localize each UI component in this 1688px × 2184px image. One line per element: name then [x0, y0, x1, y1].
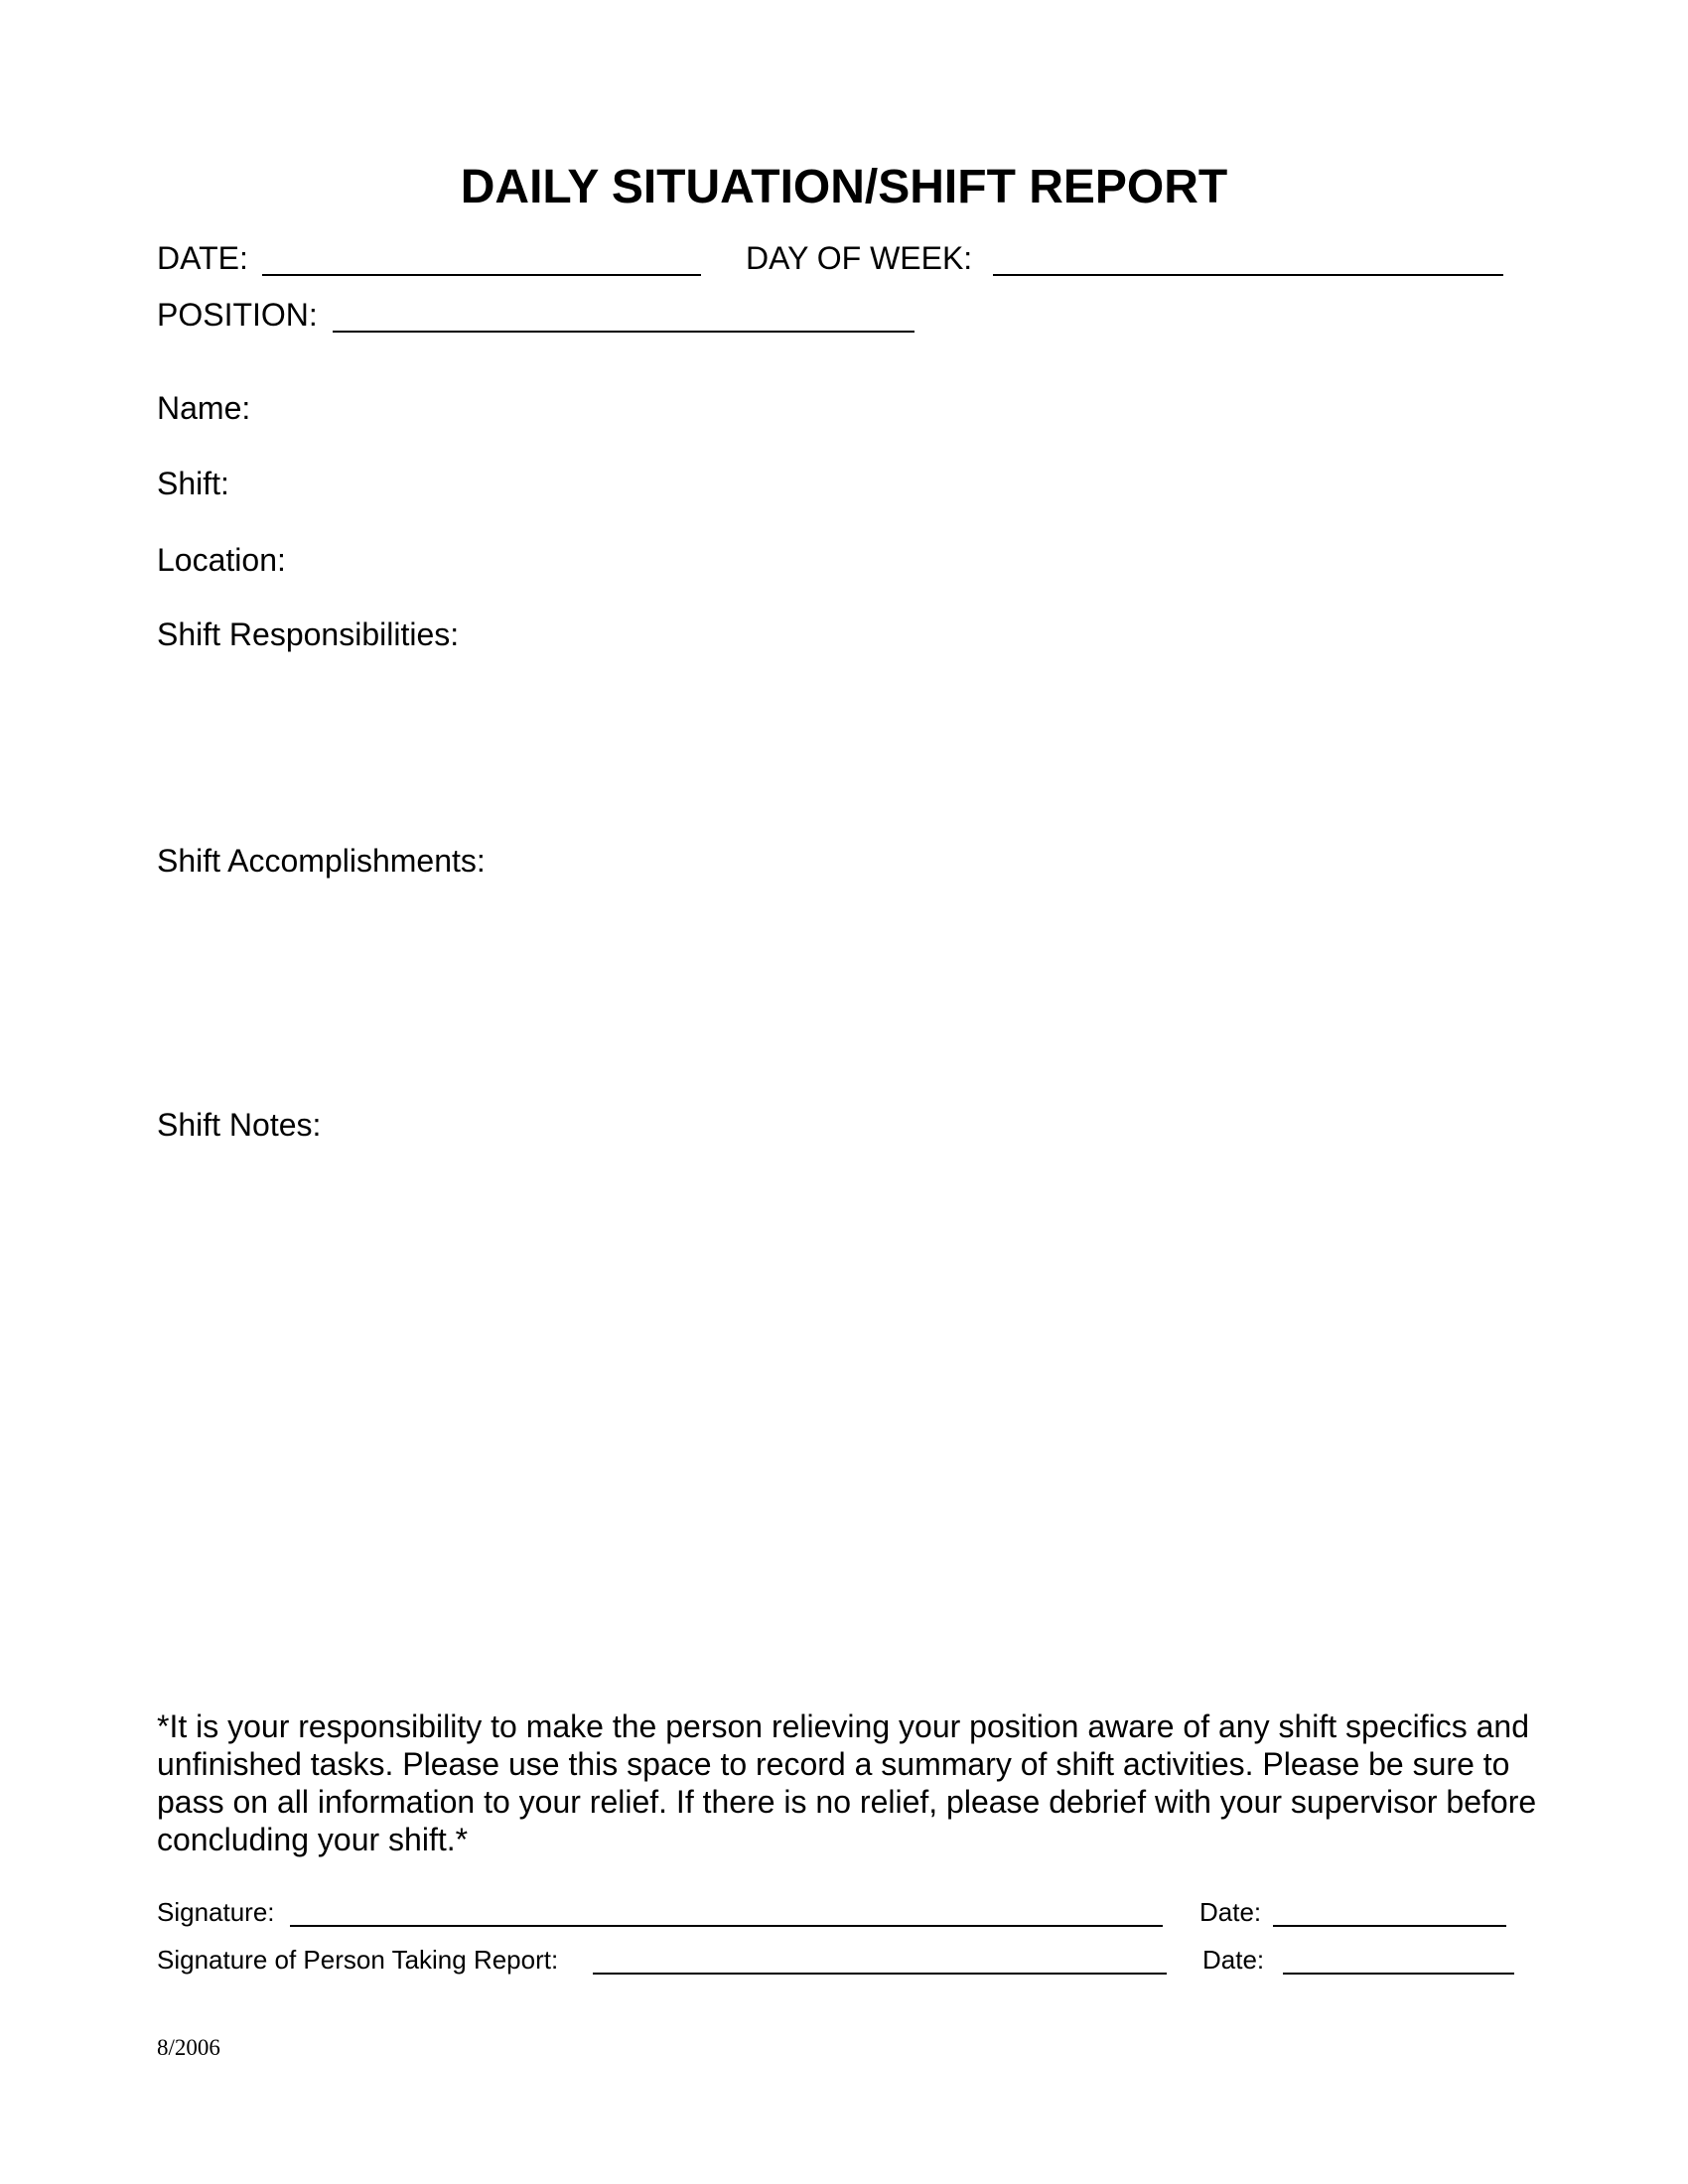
- taking-report-date-field[interactable]: [1283, 1973, 1514, 1975]
- signature-field[interactable]: [290, 1925, 1163, 1927]
- instructions-paragraph: *It is your responsibility to make the person relieving your position aware of any shift specifics and unfinished tasks. Please use this space to record a summary of shift activities. Please be sure to pass on all information to your relief. If there is no relief, please debrief with your supervisor before concluding your shift.*: [157, 1708, 1537, 1857]
- taking-report-signature-label: Signature of Person Taking Report:: [157, 1945, 559, 1975]
- signature-date-label: Date:: [1199, 1897, 1262, 1927]
- date-label: DATE:: [157, 240, 248, 276]
- taking-report-signature-field[interactable]: [593, 1973, 1167, 1975]
- shift-responsibilities-label: Shift Responsibilities:: [157, 616, 460, 652]
- position-label: POSITION:: [157, 297, 318, 333]
- shift-notes-label: Shift Notes:: [157, 1107, 322, 1143]
- date-field[interactable]: [262, 274, 701, 276]
- day-of-week-field[interactable]: [993, 274, 1503, 276]
- signature-date-field[interactable]: [1273, 1925, 1506, 1927]
- location-label: Location:: [157, 542, 286, 578]
- name-label: Name:: [157, 390, 251, 426]
- page-title: DAILY SITUATION/SHIFT REPORT: [460, 161, 1228, 213]
- position-field[interactable]: [333, 331, 914, 333]
- signature-label: Signature:: [157, 1897, 275, 1927]
- shift-accomplishments-label: Shift Accomplishments:: [157, 843, 486, 879]
- revision-date: 8/2006: [157, 2035, 220, 2060]
- shift-label: Shift:: [157, 466, 229, 501]
- taking-report-date-label: Date:: [1202, 1945, 1265, 1975]
- day-of-week-label: DAY OF WEEK:: [746, 240, 973, 276]
